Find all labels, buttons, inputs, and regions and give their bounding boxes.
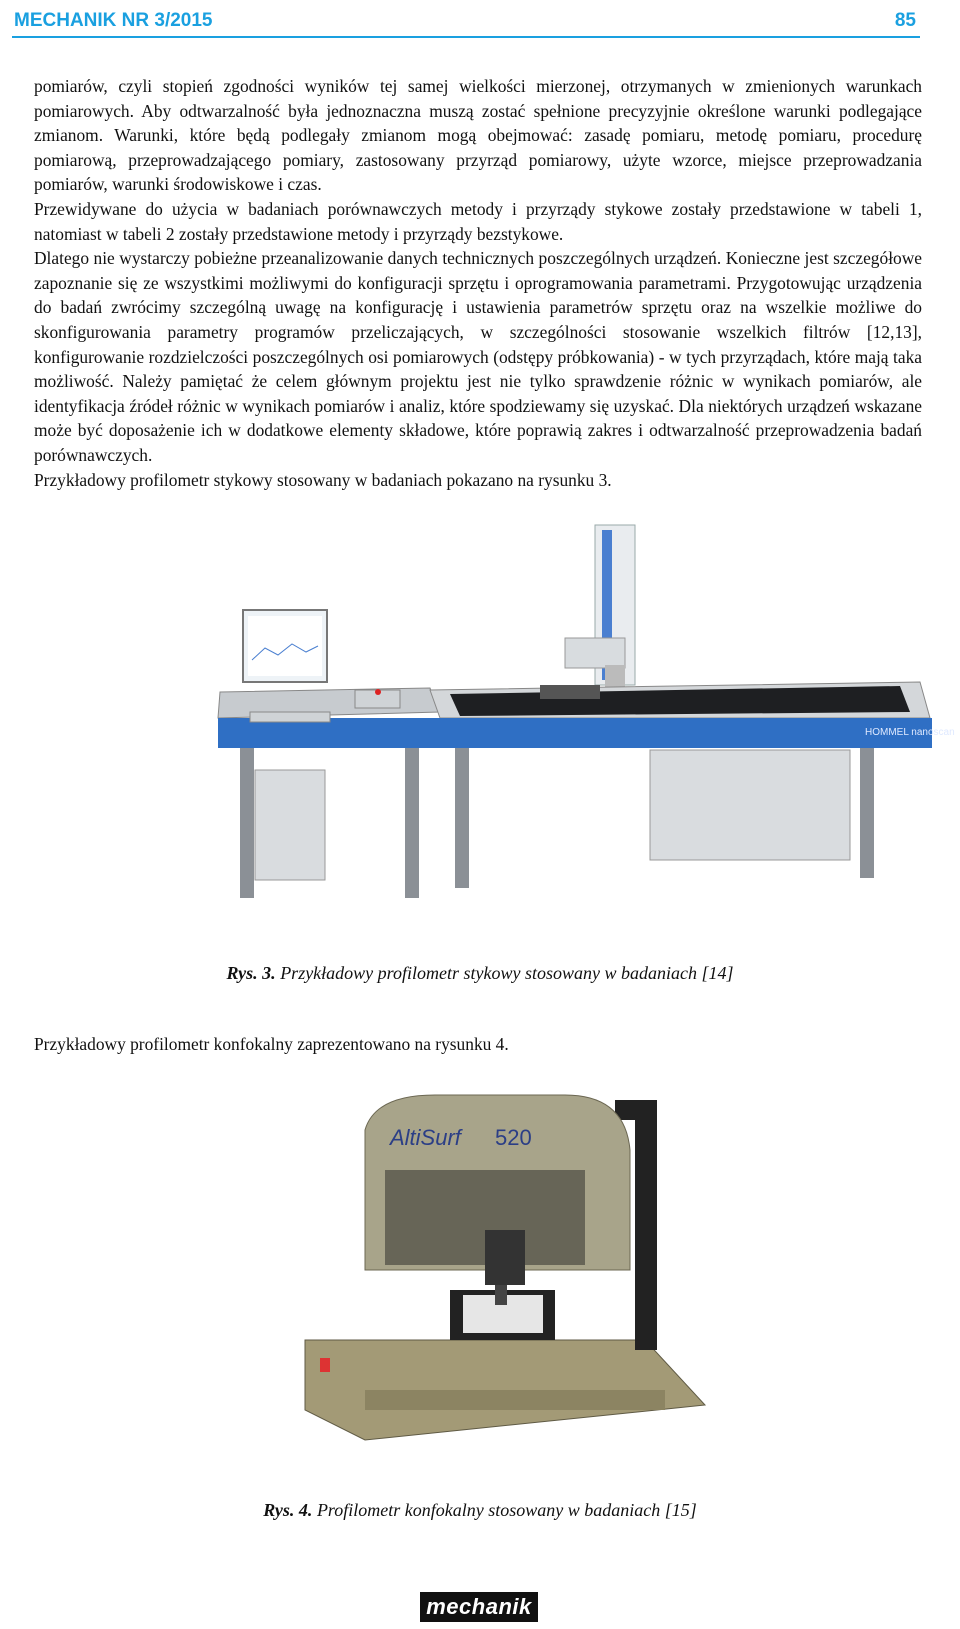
journal-logo: mechanik — [420, 1592, 538, 1622]
paragraph-4: Przykładowy profilometr stykowy stosowany w badaniach pokazano na rysunku 3. — [34, 469, 612, 490]
keyboard — [250, 712, 330, 722]
figure-4-caption — [0, 1500, 960, 1521]
figure-4-label: Rys. 4. — [263, 1500, 313, 1520]
figure-4-confocal-profilometer — [285, 1090, 715, 1480]
figure-3-caption — [0, 963, 960, 984]
instrument-brand-label: HOMMEL nanoscan — [865, 727, 955, 738]
paragraph-2: Przewidywane do użycia w badaniach porównawczych metody i przyrządy stykowe zostały przedstawione w tabeli 1, natomiast w tabeli 2 zostały przedstawione metody i przyrządy bezstykowe. — [34, 198, 922, 244]
figure-3-caption-text: Przykładowy profilometr stykowy stosowany w badaniach [14] — [275, 963, 734, 983]
figure-3-stylus-profilometer — [210, 520, 955, 920]
body-text — [34, 74, 922, 492]
figure-4-caption-text: Profilometr konfokalny stosowany w badaniach [15] — [312, 1500, 697, 1520]
paragraph-1: pomiarów, czyli stopień zgodności wyników tej samej wielkości mierzonej, otrzymanych w zmienionych warunkach pomiarowych. Aby odtwarzalność była jednoznaczna muszą zostać spełnione precyzyjnie określone warunki podlegające zmianom. Warunki, które będą podlegały zmianom mogą obejmować: zasadę pomiaru, metodę pomiaru, procedurę pomiarową, przeprowadzającego pomiary, zastosowany przyrząd pomiarowy, użyte wzorce, miejsce przeprowadzania pomiarów, warunki środowiskowe i czas. — [34, 76, 922, 195]
figure-3-label: Rys. 3. — [226, 963, 276, 983]
instrument-brand: AltiSurf — [390, 1125, 461, 1150]
instrument-model: 520 — [495, 1125, 532, 1150]
journal-title: MECHANIK NR 3/2015 — [14, 10, 213, 31]
gantry-post — [635, 1100, 657, 1350]
page-header — [12, 6, 920, 38]
page-number: 85 — [894, 10, 916, 31]
figure-4-intro: Przykładowy profilometr konfokalny zaprezentowano na rysunku 4. — [34, 1034, 509, 1054]
paragraph-3: Dlatego nie wystarczy pobieżne przeanalizowanie danych technicznych poszczególnych urządzeń. Konieczne jest szczegółowe zapoznanie się ze wszystkimi możliwymi do konfiguracji sprzętu i oprogramowania parametrami. Przygotowując urządzenia do badań zwrócimy szczególną uwagę na konfigurację i ustawienia parametrów sprzętu oraz na wszelkie możliwe do skonfigurowania parametry programów przeliczających, w szczególności stosowanie wszelkich filtrów [12,13], konfigurowanie rozdzielczości poszczególnych osi pomiarowych (odstępy próbkowania) - w tych przyrządach, które mają taka możliwość. Należy pamiętać że celem głównym projektu jest nie tylko sprawdzenie różnic w wynikach pomiarów, ale identyfikacja źródeł różnic w wynikach pomiarów i analiz, które spodziewamy się uzyskać. Dla niektórych urządzeń wskazane może być doposażenie ich w dodatkowe elementy składowe, które poprawią zakres i odtwarzalność przeprowadzenia badań porównawczych. — [34, 248, 922, 465]
